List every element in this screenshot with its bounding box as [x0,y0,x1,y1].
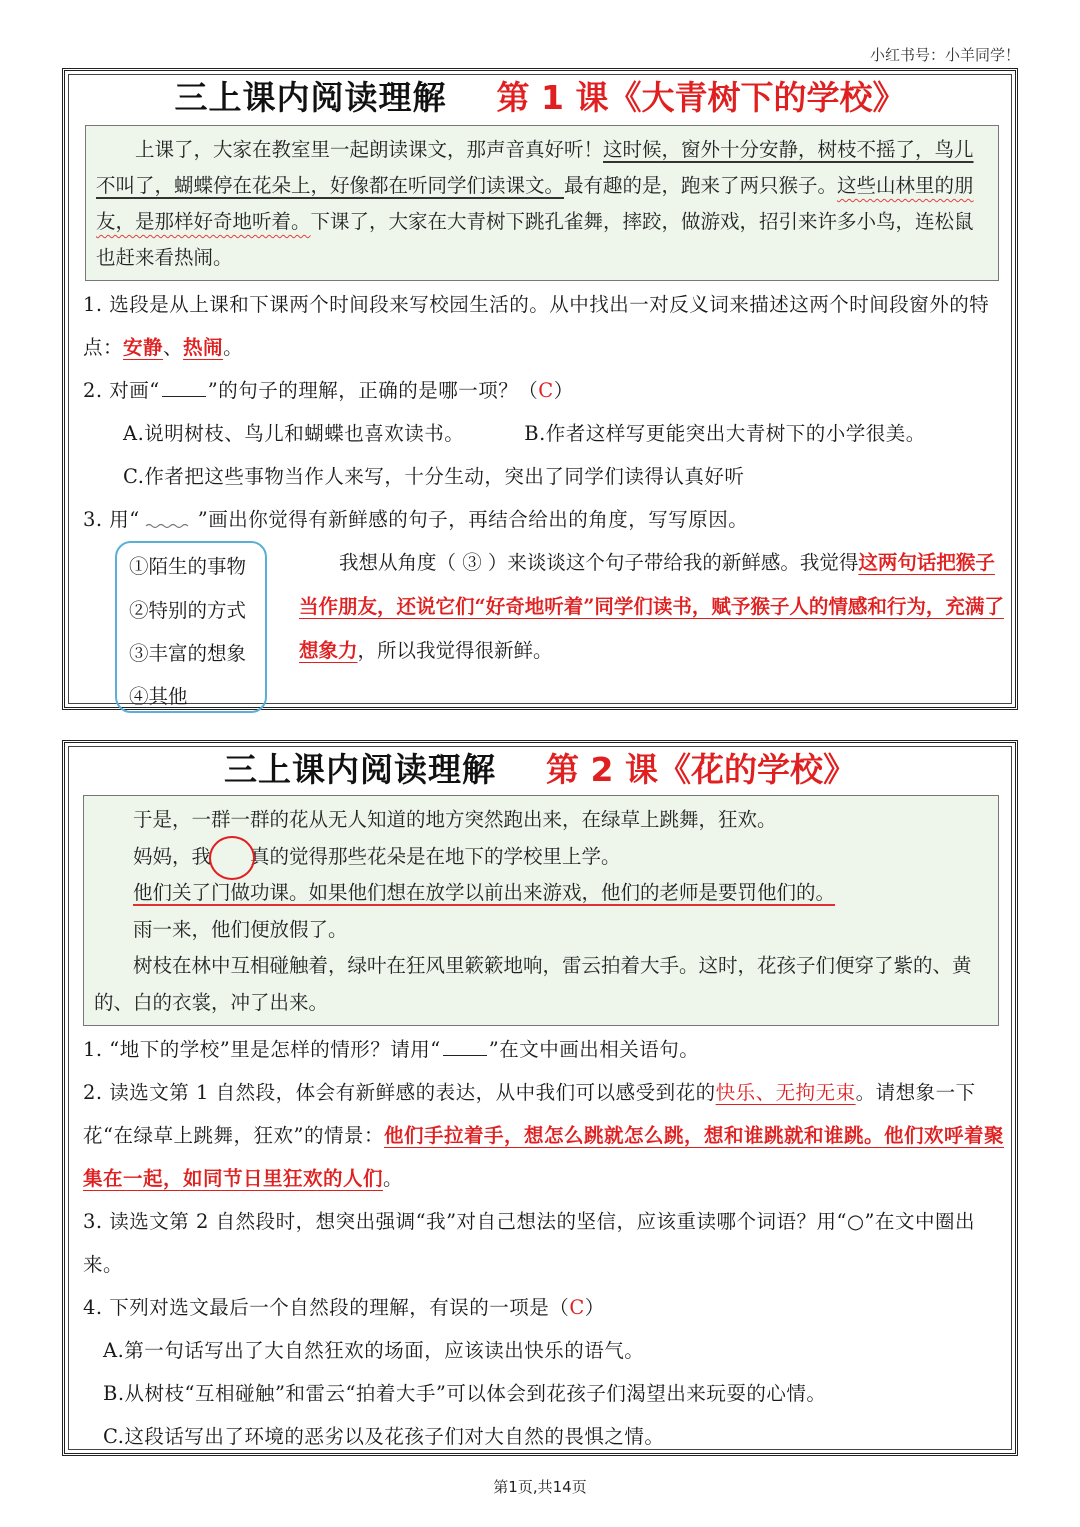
angle-answer-paragraph [299,541,1011,673]
lesson-1-question-2-options-row [73,412,1007,455]
passage-sentence: 最有趣的是，跑来了两只猴子。 [564,174,838,197]
passage-sentence: 上课了，大家在教室里一起朗读课文，那声音真好听！ [135,138,604,161]
passage-paragraph: 树枝在林中互相碰触着，绿叶在狂风里簌簌地响，雷云拍着大手。这时，花孩子们便穿了紫的、黄的、白的衣裳，冲了出来。 [94,954,972,1014]
answer-tail: ，所以我觉得很新鲜。 [357,639,553,662]
underline-blank [162,377,206,397]
passage-paragraph [94,839,988,876]
passage-underlined-sentence: 他们关了门做功课。如果他们想在放学以前出来游戏，他们的老师是要罚他们的。 [133,881,836,904]
answer-text: 快乐、无拘无束 [715,1081,856,1104]
option-b: B.作者这样写更能突出大青树下的小学很美。 [524,422,926,445]
lesson-2-question-3: 3. 读选文第 2 自然段时，想突出强调“我”对自己想法的坚信，应该重读哪个词语？用“○”在文中圈出来。 [83,1210,975,1276]
lesson-1-title-main: 三上课内阅读理解 [174,78,447,117]
question-text: ”的句子的理解，正确的是哪一项？（ [207,379,539,402]
lesson-1-card [62,68,1018,710]
lesson-2-passage [83,795,999,1026]
angle-option: ③丰富的想象 [129,642,247,665]
angle-option: ②特别的方式 [129,599,247,622]
answer-text: 这两句话把猴子当作朋友，还说它们“好奇地听着”同学们读书，赋予猴子人的情感和行为，充满了想象力 [299,551,1004,662]
question-text: 3. 用“ [83,508,140,531]
lesson-1-title [73,75,1007,121]
passage-sentence: 下课了，大家在大青树下跳孔雀舞，摔跤，做游戏，招引来许多小鸟，连松鼠也赶来看热闹。 [96,210,974,269]
close-bracket: ） [584,1296,605,1319]
lesson-1-title-lesson: 第 1 课《大青树下的学校》 [496,78,906,117]
lesson-2-option-b: B.从树枝“互相碰触”和雷云“拍着大手”可以体会到花孩子们渴望出来玩耍的心情。 [103,1382,827,1405]
separator: 、 [163,336,184,359]
answer-lead: 我想从角度（ ③ ）来谈谈这个句子带给我的新鲜感。我觉得 [339,551,859,574]
passage-text: 妈妈，我 [133,844,212,868]
lesson-1-question-1 [73,283,1007,369]
lesson-2-card [62,740,1018,1456]
underline-blank [443,1036,487,1056]
option-c: C.作者把这些事物当作人来写，十分生动，突出了同学们读得认真好听 [123,465,745,488]
lesson-2-title-main: 三上课内阅读理解 [224,750,497,789]
passage-paragraph [96,132,988,276]
question-text: 2. 读选文第 1 自然段，体会有新鲜感的表达，从中我们可以感受到花的 [83,1081,716,1104]
lesson-1-question-2-option-c-row [73,455,1007,498]
lesson-2-question-1 [73,1028,1007,1071]
question-text: ”画出你觉得有新鲜感的句子，再结合给出的角度，写写原因。 [197,508,749,531]
watermark: 小红书号：小羊同学！ [869,46,1020,64]
end-mark: 。 [383,1167,404,1190]
answer-text: 他们手拉着手，想怎么跳就怎么跳，想和谁跳就和谁跳。他们欢呼着聚集在一起，如同节日里狂欢的人们 [83,1124,1004,1190]
lesson-1-question-3 [73,498,1007,541]
lesson-2-question-4 [73,1286,1007,1329]
end-mark: 。 [223,336,244,359]
lesson-2-option-a: A.第一句话写出了大自然狂欢的场面，应该读出快乐的语气。 [103,1339,645,1362]
passage-wavy-sentence: 这些山林里的朋友，是那样好奇地听着。 [96,174,974,233]
circled-word: 真的 [211,839,289,876]
question-text: 2. 对画“ [83,379,160,402]
lesson-2-option-c: C.这段话写出了环境的恶劣以及花孩子们对大自然的畏惧之情。 [103,1425,665,1448]
lesson-2-title [73,747,1007,793]
answer-text: 安静 [123,336,164,359]
passage-text: 觉得那些花朵是在地下的学校里上学。 [289,844,621,868]
question-text: 4. 下列对选文最后一个自然段的理解，有误的一项是（ [83,1296,570,1319]
page-footer: 第1页,共14页 [493,1478,587,1496]
passage-paragraph [94,875,988,912]
close-bracket: ） [553,379,574,402]
option-a: A.说明树枝、鸟儿和蝴蝶也喜欢读书。 [123,422,465,445]
question-text: 1. 选段是从上课和下课两个时间段来写校园生活的。从中找出一对反义词来描述这两个时间段窗外的特点： [83,293,990,359]
question-text: 。请想象一下花“在绿草上跳舞，狂欢”的情景： [83,1081,976,1147]
passage-paragraph: 于是，一群一群的花从无人知道的地方突然跑出来，在绿草上跳舞，狂欢。 [133,808,777,831]
passage-underlined-sentence: 这时候，窗外十分安静，树枝不摇了，鸟儿不叫了，蝴蝶停在花朵上，好像都在听同学们读课文。 [96,138,974,197]
question-text: ”在文中画出相关语句。 [488,1038,700,1061]
angle-option: ①陌生的事物 [129,555,247,578]
lesson-2-question-2 [73,1071,1007,1200]
answer-choice: C [569,1296,585,1319]
passage-paragraph: 雨一来，他们便放假了。 [133,917,348,941]
answer-choice: C [538,379,554,402]
lesson-2-title-lesson: 第 2 课《花的学校》 [546,750,856,789]
lesson-1-question-2 [73,369,1007,412]
question-text: 1. “地下的学校”里是怎样的情形？请用“ [83,1038,441,1061]
angle-option: ④其他 [129,685,188,708]
wavy-blank [144,506,194,526]
lesson-1-passage [85,125,999,281]
lesson-1-angle-section [73,541,1007,717]
answer-text: 热闹 [183,336,224,359]
